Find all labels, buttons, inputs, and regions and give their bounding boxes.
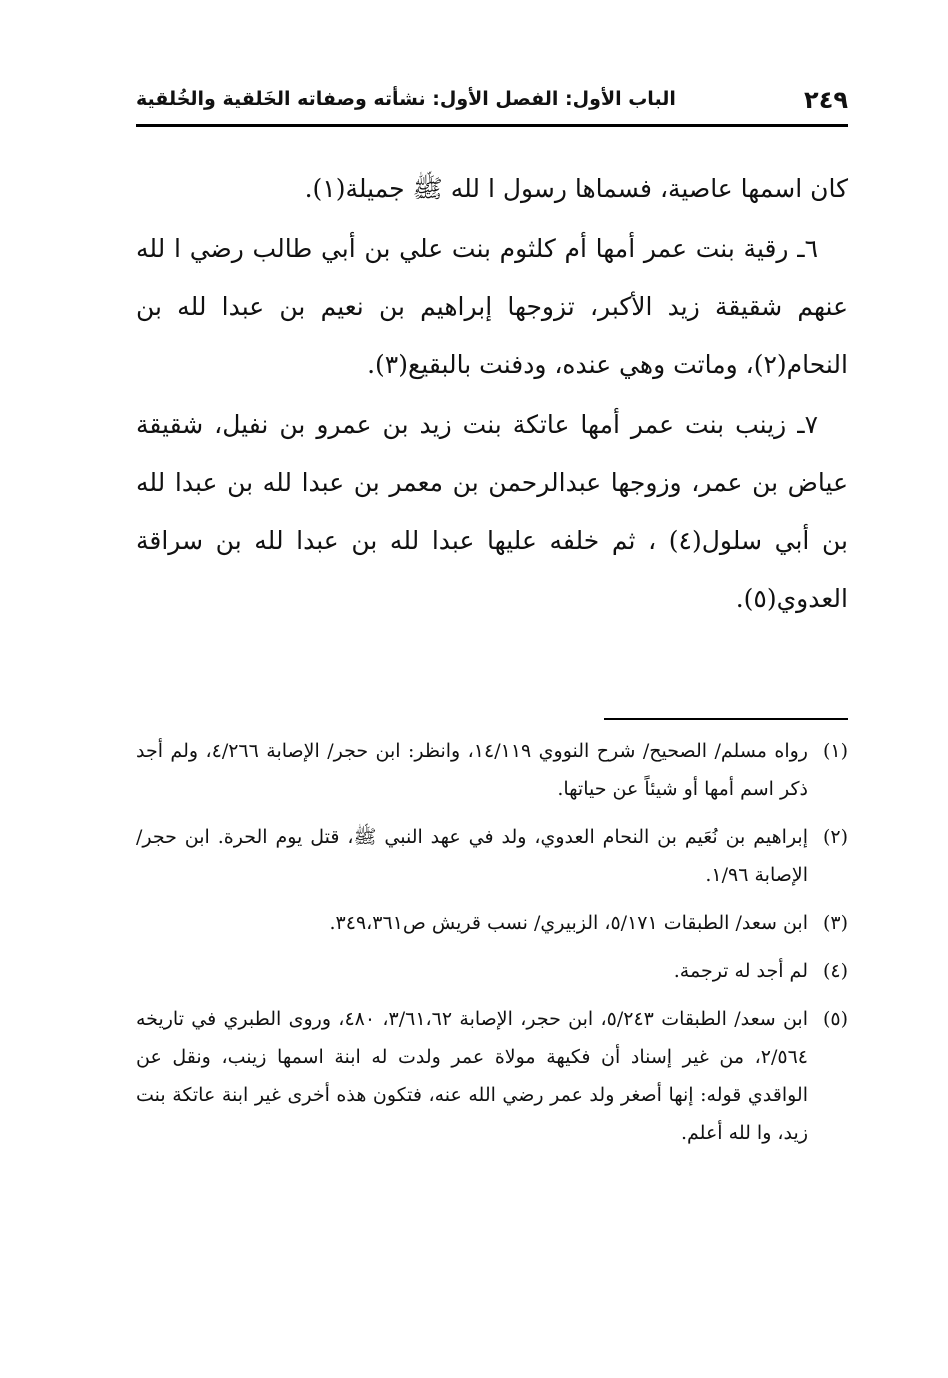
footnote-text: ابن سعد/ الطبقات ٥/١٧١، الزبيري/ نسب قريش ص٣٤٩،٣٦١.: [329, 912, 808, 934]
footnote-number: (٤): [822, 960, 848, 982]
footnote-text: لم أجد له ترجمة.: [673, 960, 808, 982]
footnote-text: ابن سعد/ الطبقات ٥/٢٤٣، ابن حجر، الإصابة ٣/٦١،٦٢، ٤٨٠، وروى الطبري في تاريخه ٢/٥٦٤، من غير إسناد أن فكيهة مولاة عمر ولدت له ابنة اسمها زينب، ونقل عن الواقدي قوله: إنها أصغر ولد عمر رضي الله عنه، فتكون هذه أخرى غير ابنة عاتكة بنت زيد، وا لله أعلم.: [136, 1008, 808, 1144]
header-rule: [136, 124, 848, 127]
footnote-text: إبراهيم بن نُعَيم بن النحام العدوي، ولد في عهد النبي ﷺ، قتل يوم الحرة. ابن حجر/ الإصابة ١/٩٦.: [136, 826, 808, 886]
paragraph-zaynab: ٧ـ زينب بنت عمر أمها عاتكة بنت زيد بن عمرو بن نفيل، شقيقة عياض بن عمر، وزوجها عبدالرحمن بن معمر بن عبدا لله بن عبدا لله بن أبي سلول(٤) ، ثم خلفه عليها عبدا لله بن عبدا لله بن سراقة العدوي(٥).: [136, 410, 848, 613]
footnote-2: [136, 818, 848, 894]
footnote-number: (٢): [822, 826, 848, 848]
footnote-4: [136, 952, 848, 990]
footnote-5: [136, 1000, 848, 1152]
footnote-text: رواه مسلم/ الصحيح/ شرح النووي ١٤/١١٩، وانظر: ابن حجر/ الإصابة ٤/٢٦٦، ولم أجد ذكر اسم أمها أو شيئاً عن حياتها.: [136, 740, 808, 800]
footnote-rule: [604, 718, 848, 720]
footnote-number: (١): [822, 740, 848, 762]
footnotes: [136, 732, 848, 1162]
paragraph-intro: كان اسمها عاصية، فسماها رسول ا لله ﷺ جميلة(١).: [304, 174, 848, 203]
footnote-number: (٥): [822, 1008, 848, 1030]
footnote-1: [136, 732, 848, 808]
page-header: [136, 82, 848, 122]
page-number: ٢٤٩: [804, 86, 848, 114]
footnote-number: (٣): [822, 912, 848, 934]
paragraph-ruqayya: ٦ـ رقية بنت عمر أمها أم كلثوم بنت علي بن أبي طالب رضي ا لله عنهم شقيقة زيد الأكبر، تزوجها إبراهيم بن نعيم بن عبدا لله بن النحام(٢)، وماتت وهي عنده، ودفنت بالبقيع(٣).: [136, 234, 848, 379]
main-text: [136, 160, 848, 630]
running-title: الباب الأول: الفصل الأول: نشأته وصفاته الخَلقية والخُلقية: [136, 88, 676, 110]
footnote-3: [136, 904, 848, 942]
